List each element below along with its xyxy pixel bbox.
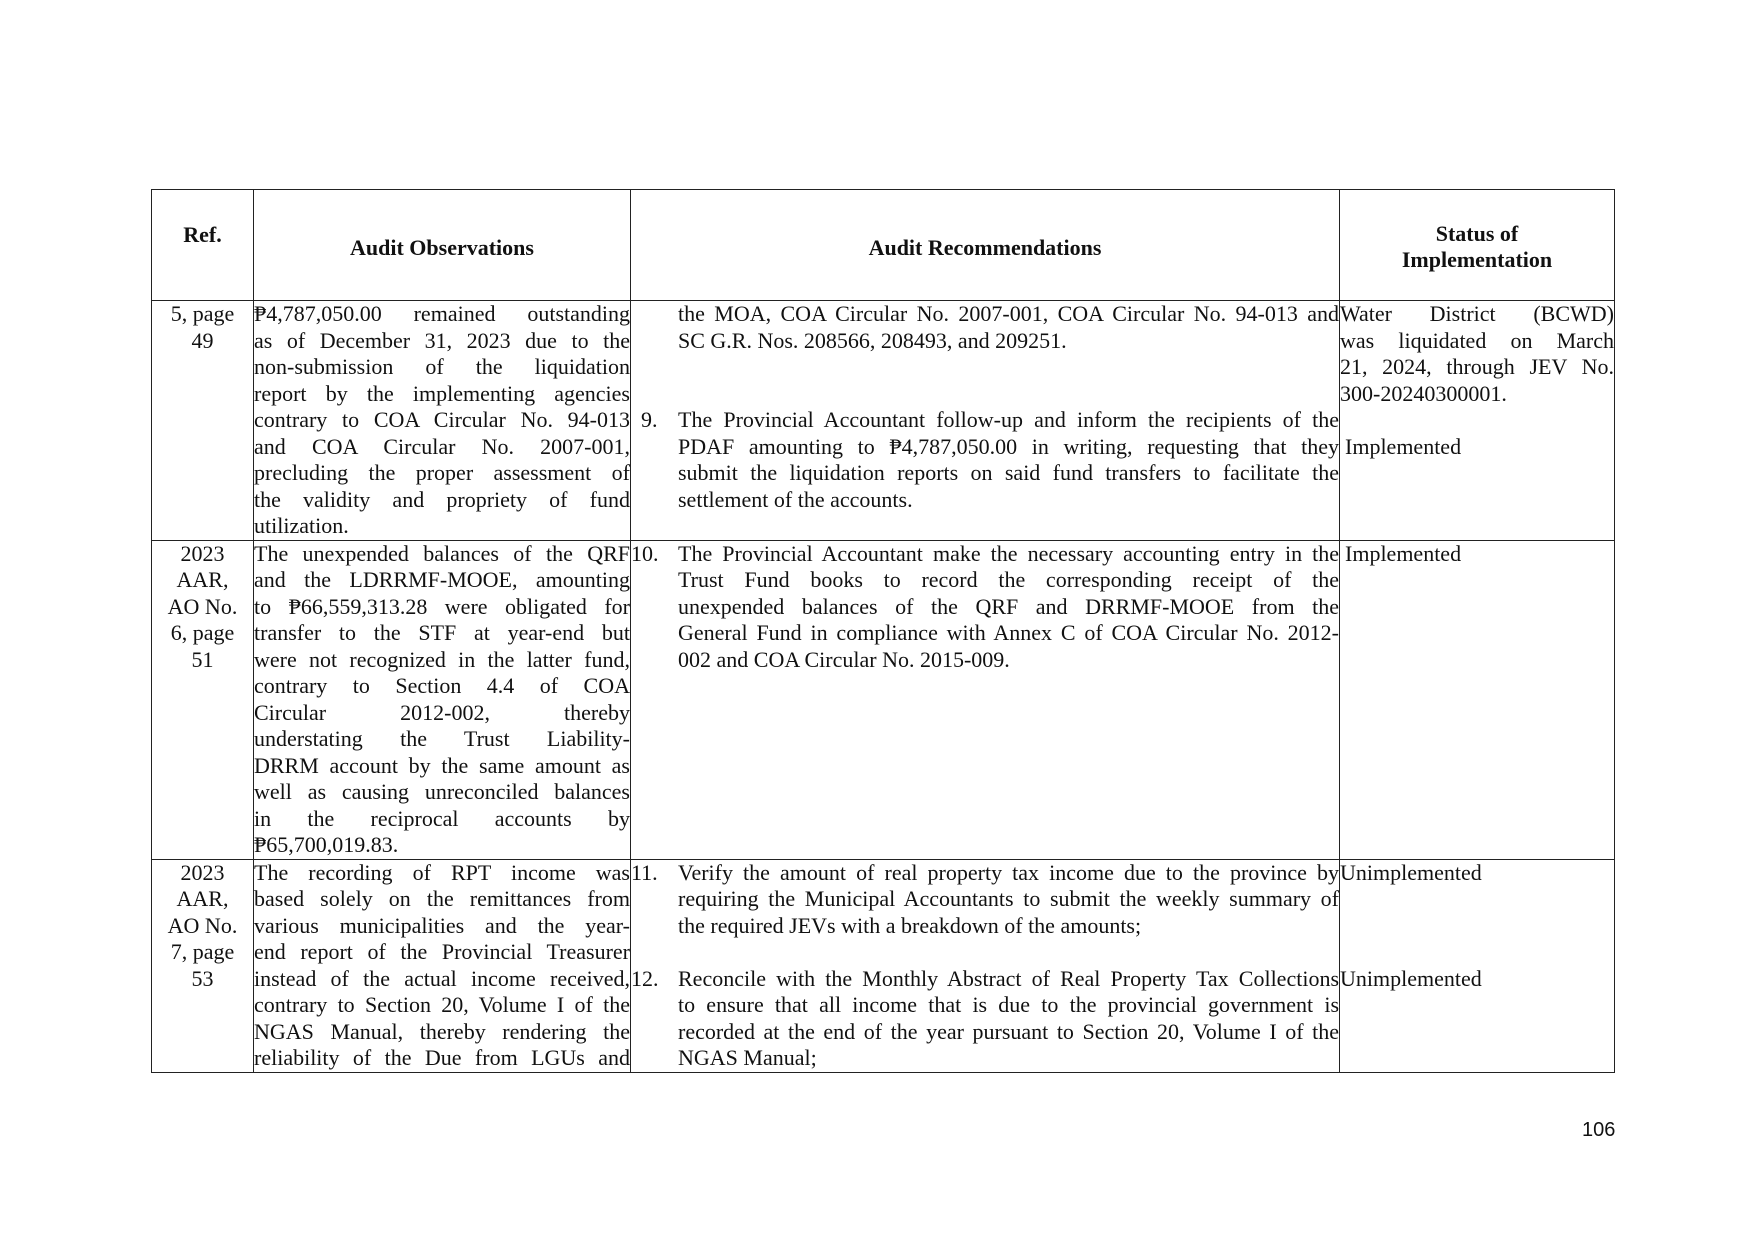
- recommendation-line: Verify the amount of real property tax income due to the province by: [678, 859, 1339, 885]
- status-line: was liquidated on March: [1340, 327, 1614, 353]
- table-row: [152, 301, 1615, 541]
- recommendation-cell: [631, 301, 1340, 541]
- recommendation-continued: [631, 301, 1339, 354]
- recommendation-number: 11.: [631, 859, 658, 885]
- observation-cell: [254, 540, 631, 859]
- observation-cell: [254, 859, 631, 1072]
- observation-line: the validity and propriety of fund: [254, 486, 630, 512]
- ref-line: AAR,: [176, 567, 229, 592]
- observation-line: reliability of the Due from LGUs and: [254, 1045, 630, 1070]
- recommendation-line: NGAS Manual;: [678, 1045, 817, 1070]
- header-audit-recommendations: Audit Recommendations: [631, 190, 1340, 301]
- ref-cell: [152, 301, 254, 541]
- observation-line: The recording of RPT income was: [254, 859, 630, 885]
- observation-line: NGAS Manual, thereby rendering the: [254, 1018, 630, 1044]
- audit-status-table: [151, 189, 1615, 1073]
- observation-line: end report of the Provincial Treasurer: [254, 939, 630, 964]
- ref-line: 6, page: [170, 620, 235, 645]
- header-status-line1: Status of: [1435, 221, 1519, 246]
- ref-line: AO No.: [167, 912, 238, 938]
- recommendation-line: recorded at the end of the year pursuant to Section 20, Volume I of the: [678, 1018, 1339, 1044]
- header-status-line2: Implementation: [1401, 247, 1553, 272]
- header-audit-observations: Audit Observations: [254, 190, 631, 301]
- ref-line: 7, page: [170, 939, 235, 964]
- recommendation-number: 9.: [641, 407, 658, 432]
- status-line: Water District (BCWD): [1340, 301, 1614, 326]
- observation-line: were not recognized in the latter fund,: [254, 646, 630, 672]
- recommendation-number: 12.: [631, 965, 659, 991]
- table-header-row: [152, 190, 1615, 301]
- recommendation-line: the required JEVs with a breakdown of the amounts;: [678, 912, 1142, 938]
- observation-line: and COA Circular No. 2007-001,: [254, 433, 630, 459]
- observation-line: The unexpended balances of the QRF: [254, 540, 630, 566]
- observation-line: to ₱66,559,313.28 were obligated for: [254, 593, 630, 619]
- ref-line: 49: [191, 327, 214, 353]
- status-text: Implemented: [1345, 433, 1462, 459]
- status-line: 300-20240300001.: [1340, 380, 1507, 406]
- ref-line: 5, page: [170, 301, 235, 326]
- status-text: Unimplemented: [1340, 965, 1482, 991]
- page-number: 106: [1582, 1119, 1616, 1141]
- status-line: 21, 2024, through JEV No.: [1340, 354, 1614, 379]
- observation-line: various municipalities and the year-: [254, 912, 630, 938]
- recommendation-cell: [631, 859, 1340, 1072]
- recommendation-line: The Provincial Accountant follow-up and inform the recipients of the: [678, 407, 1339, 432]
- ref-line: 53: [191, 965, 214, 991]
- ref-line: 51: [191, 646, 214, 672]
- ref-cell: [152, 540, 254, 859]
- observation-line: transfer to the STF at year-end but: [254, 620, 630, 645]
- observation-line: contrary to Section 20, Volume I of the: [254, 992, 630, 1017]
- status-text: Unimplemented: [1340, 859, 1482, 885]
- recommendation-line: unexpended balances of the QRF and DRRMF-MOOE from the: [678, 593, 1339, 619]
- ref-line: AAR,: [176, 886, 229, 911]
- observation-line: utilization.: [254, 513, 349, 538]
- recommendation-line: PDAF amounting to ₱4,787,050.00 in writing, requesting that they: [678, 433, 1339, 459]
- observation-line: and the LDRRMF-MOOE, amounting: [254, 567, 630, 592]
- status-cell: [1340, 301, 1615, 541]
- recommendation-line: Reconcile with the Monthly Abstract of Real Property Tax Collections: [678, 965, 1339, 991]
- recommendation-item-10: [631, 541, 1339, 674]
- recommendation-line: to ensure that all income that is due to the provincial government is: [678, 992, 1339, 1017]
- recommendation-item-9: [631, 407, 1339, 513]
- ref-line: 2023: [180, 859, 225, 885]
- status-text: Implemented: [1345, 540, 1462, 566]
- observation-line: ₱65,700,019.83.: [254, 832, 399, 857]
- header-status-of-implementation: [1340, 190, 1615, 301]
- recommendation-line: The Provincial Accountant make the necessary accounting entry in the: [678, 540, 1339, 566]
- recommendation-line: Trust Fund books to record the corresponding receipt of the: [678, 567, 1339, 592]
- recommendation-line: General Fund in compliance with Annex C of COA Circular No. 2012-: [678, 620, 1339, 645]
- observation-line: non-submission of the liquidation: [254, 354, 630, 379]
- observation-line: Circular 2012-002, thereby: [254, 699, 630, 725]
- recommendation-line: requiring the Municipal Accountants to submit the weekly summary of: [678, 886, 1339, 911]
- recommendation-line: the MOA, COA Circular No. 2007-001, COA Circular No. 94-013 and: [678, 301, 1339, 326]
- header-ref: Ref.: [152, 190, 254, 301]
- observation-line: contrary to Section 4.4 of COA: [254, 673, 630, 698]
- ref-cell: [152, 859, 254, 1072]
- recommendation-cell: [631, 540, 1340, 859]
- observation-line: DRRM account by the same amount as: [254, 752, 630, 778]
- observation-line: well as causing unreconciled balances: [254, 779, 630, 804]
- table-row: [152, 540, 1615, 859]
- observation-line: ₱4,787,050.00 remained outstanding: [254, 301, 630, 326]
- observation-line: instead of the actual income received,: [254, 965, 630, 991]
- observation-line: precluding the proper assessment of: [254, 460, 630, 485]
- observation-line: based solely on the remittances from: [254, 886, 630, 911]
- recommendation-line: SC G.R. Nos. 208566, 208493, and 209251.: [678, 327, 1067, 353]
- recommendation-line: submit the liquidation reports on said fund transfers to facilitate the: [678, 460, 1339, 485]
- observation-line: contrary to COA Circular No. 94-013: [254, 407, 630, 432]
- observation-line: in the reciprocal accounts by: [254, 805, 630, 831]
- observation-line: understating the Trust Liability-: [254, 726, 630, 751]
- recommendation-line: 002 and COA Circular No. 2015-009.: [678, 646, 1010, 672]
- recommendation-line: settlement of the accounts.: [678, 486, 913, 512]
- recommendation-item-11: [631, 860, 1339, 940]
- observation-line: report by the implementing agencies: [254, 380, 630, 406]
- recommendation-item-12: [631, 966, 1339, 1072]
- status-cell: [1340, 859, 1615, 1072]
- ref-line: 2023: [180, 540, 225, 566]
- observation-line: as of December 31, 2023 due to the: [254, 327, 630, 353]
- recommendation-number: 10.: [631, 540, 659, 566]
- table-row: [152, 859, 1615, 1072]
- ref-line: AO No.: [167, 593, 238, 619]
- observation-cell: [254, 301, 631, 541]
- status-cell: [1340, 540, 1615, 859]
